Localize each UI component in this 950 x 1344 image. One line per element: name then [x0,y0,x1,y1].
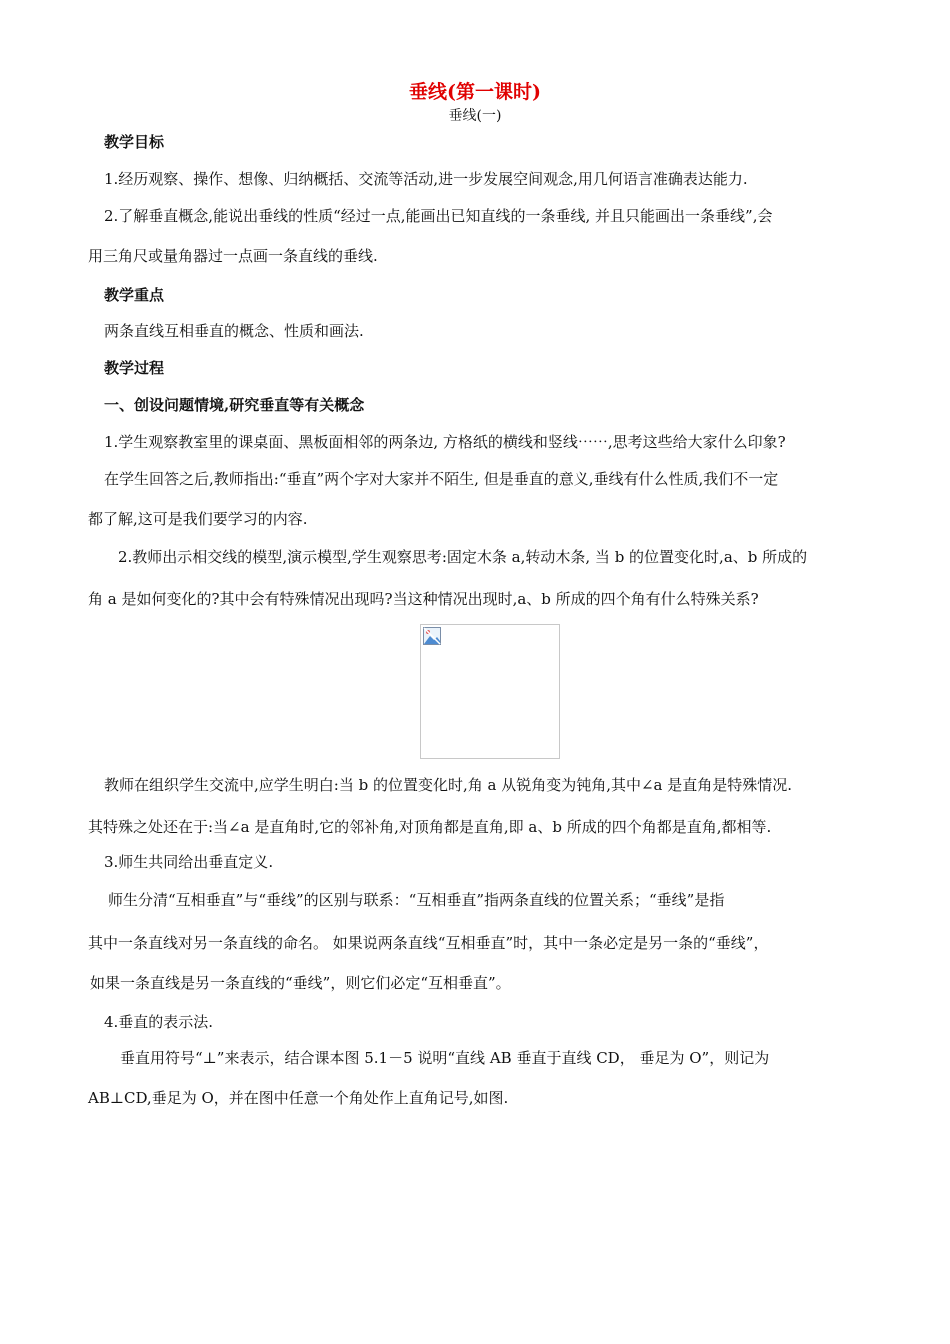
paragraph-1: 1.学生观察教室里的课桌面、黑板面相邻的两条边, 方格纸的横线和竖线⋯⋯,思考这些给大家什么印象? [104,433,786,451]
broken-image-icon [423,627,441,645]
key-heading: 教学重点 [104,286,165,304]
paragraph-8-line-1: 垂直用符号“⊥”来表示，结合课本图 5.1－5 说明“直线 AB 垂直于直线 CD， 垂足为 O”，则记为 [120,1049,770,1067]
paragraph-3-line-1: 2.教师出示相交线的模型,演示模型,学生观察思考:固定木条 a,转动木条, 当 b 的位置变化时,a、b 所成的 [118,548,808,566]
page-subtitle: 垂线(一) [448,108,502,124]
paragraph-4-line-2: 其特殊之处还在于:当∠a 是直角时,它的邻补角,对顶角都是直角,即 a、b 所成的四个角都是直角,都相等. [88,818,772,836]
paragraph-8-line-2: AB⊥CD,垂足为 O，并在图中任意一个角处作上直角记号,如图. [88,1089,509,1107]
paragraph-6-line-1: 师生分清“互相垂直”与“垂线”的区别与联系：“互相垂直”指两条直线的位置关系；“垂线”是指 [108,891,725,909]
figure-placeholder [420,624,560,759]
paragraph-3-line-2: 角 a 是如何变化的?其中会有特殊情况出现吗?当这种情况出现时,a、b 所成的四个角有什么特殊关系? [88,590,759,608]
goals-heading: 教学目标 [104,133,165,151]
paragraph-7: 4.垂直的表示法. [104,1013,214,1031]
paragraph-6-line-2: 其中一条直线对另一条直线的命名。 如果说两条直线“互相垂直”时，其中一条必定是另一条的“垂线”， [88,934,769,952]
key-text: 两条直线互相垂直的概念、性质和画法. [104,322,364,340]
goal-2-line-2: 用三角尺或量角器过一点画一条直线的垂线. [88,247,378,265]
paragraph-6-line-3: 如果一条直线是另一条直线的“垂线”，则它们必定“互相垂直”。 [90,974,511,992]
paragraph-4-line-1: 教师在组织学生交流中,应学生明白:当 b 的位置变化时,角 a 从锐角变为钝角,其中∠a 是直角是特殊情况. [104,776,793,794]
part-1-heading: 一、创设问题情境,研究垂直等有关概念 [104,396,365,414]
paragraph-2-line-2: 都了解,这可是我们要学习的内容. [88,510,308,528]
goal-1: 1.经历观察、操作、想像、归纳概括、交流等活动,进一步发展空间观念,用几何语言准确表达能力. [104,170,748,188]
paragraph-5: 3.师生共同给出垂直定义. [104,853,274,871]
paragraph-2-line-1: 在学生回答之后,教师指出:“垂直”两个字对大家并不陌生, 但是垂直的意义,垂线有什么性质,我们不一定 [104,470,779,488]
goal-2-line-1: 2.了解垂直概念,能说出垂线的性质“经过一点,能画出已知直线的一条垂线, 并且只能画出一条垂线”,会 [104,207,773,225]
process-heading: 教学过程 [104,359,165,377]
page-title: 垂线(第一课时) [409,81,541,103]
